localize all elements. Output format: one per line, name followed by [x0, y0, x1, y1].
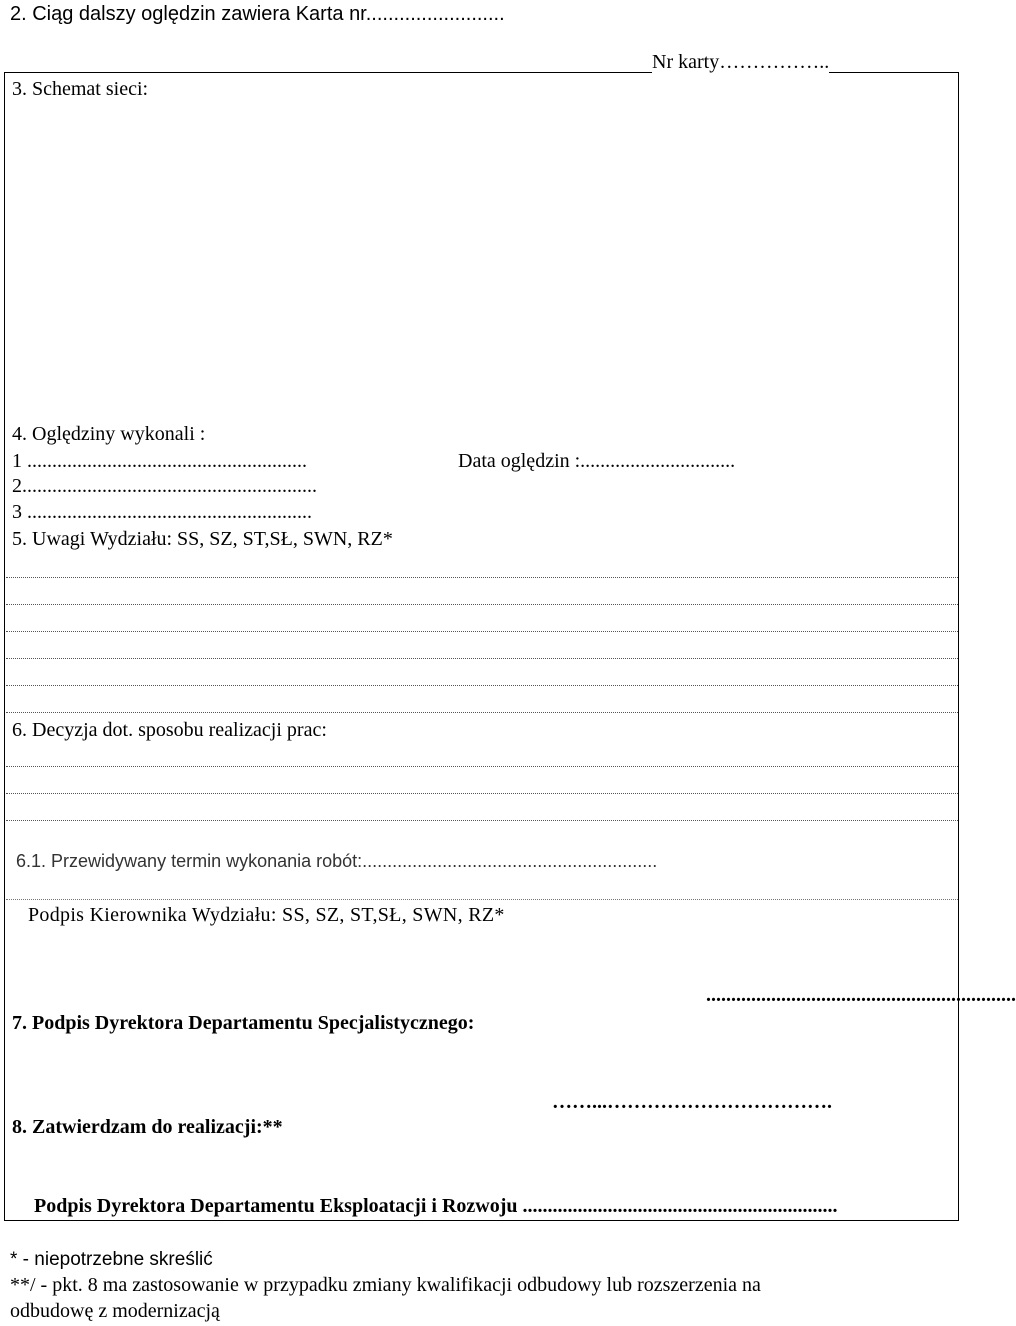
inspection-date-field[interactable]: Data oględzin :............................... [458, 450, 736, 472]
remarks-line[interactable] [6, 604, 958, 605]
specialist-director-signature-label: 7. Podpis Dyrektora Departamentu Specjalistycznego: [12, 1012, 475, 1034]
footnote-point8: **/ - pkt. 8 ma zastosowanie w przypadku zmiany kwalifikacji odbudowy lub rozszerzenia na [10, 1274, 761, 1296]
network-schema-label: 3. Schemat sieci: [12, 78, 149, 100]
inspector-1-field[interactable]: 1 ........................................................ [12, 450, 307, 472]
remarks-line[interactable] [6, 685, 958, 686]
footnote-strike: * - niepotrzebne skreślić [10, 1249, 213, 1270]
head-signature-label: Podpis Kierownika Wydziału: SS, SZ, ST,SŁ, SWN, RZ* [28, 904, 505, 926]
remarks-line[interactable] [6, 577, 958, 578]
term-separator [6, 899, 958, 900]
dept-director-signature-dots[interactable]: .............................................................. [706, 984, 1016, 1006]
card-number-field[interactable]: Nr karty…………….. [652, 51, 830, 73]
approval-signature-dots[interactable]: ……...……………………………. [552, 1091, 832, 1113]
inspector-2-field[interactable]: 2........................................................... [12, 475, 317, 497]
footnote-point8-cont: odbudowę z modernizacją [10, 1300, 220, 1322]
inspectors-label: 4. Oględziny wykonali : [12, 423, 206, 445]
approval-label: 8. Zatwierdzam do realizacji:** [12, 1116, 283, 1138]
decision-label: 6. Decyzja dot. sposobu realizacji prac: [12, 719, 327, 741]
department-remarks-label: 5. Uwagi Wydziału: SS, SZ, ST,SŁ, SWN, RZ* [12, 528, 393, 550]
decision-line[interactable] [6, 766, 958, 767]
form-box [4, 72, 959, 1221]
decision-line[interactable] [6, 793, 958, 794]
remarks-line[interactable] [6, 658, 958, 659]
remarks-line[interactable] [6, 631, 958, 632]
operations-director-signature[interactable]: Podpis Dyrektora Departamentu Eksploatacji i Rozwoju ............................................................... [34, 1195, 838, 1217]
continuation-card-line: 2. Ciąg dalszy oględzin zawiera Karta nr......................... [10, 3, 505, 25]
decision-line[interactable] [6, 820, 958, 821]
remarks-line[interactable] [6, 712, 958, 713]
planned-term-field[interactable]: 6.1. Przewidywany termin wykonania robót:........................................................... [16, 851, 658, 871]
inspector-3-field[interactable]: 3 ......................................................... [12, 501, 312, 523]
